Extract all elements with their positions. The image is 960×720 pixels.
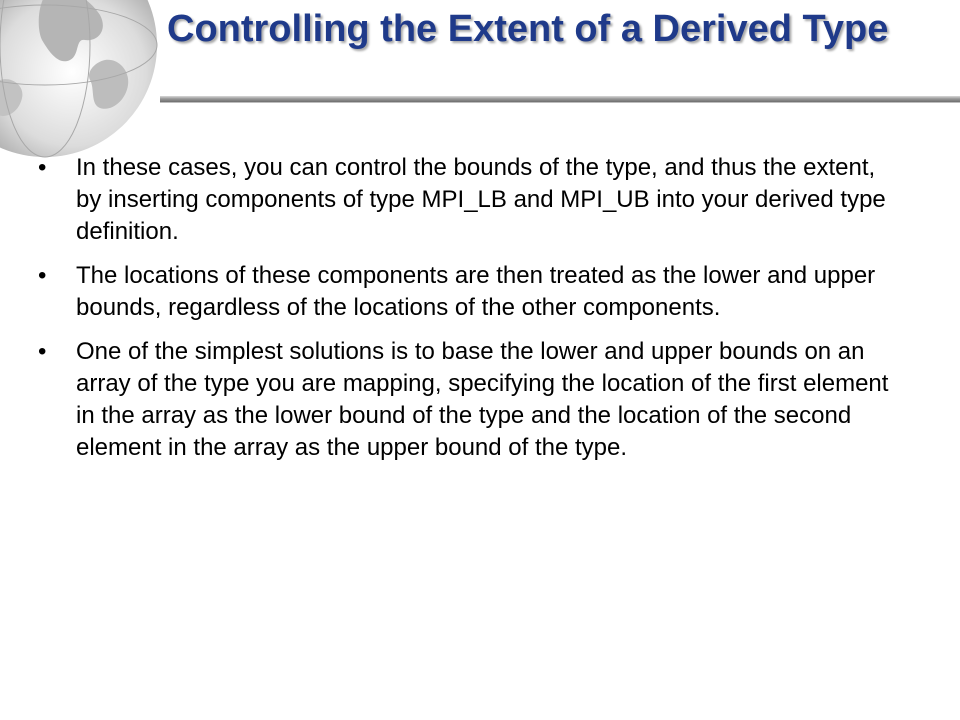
bullet-item	[32, 336, 902, 464]
bullet-icon: •	[38, 262, 47, 289]
bullet-list	[32, 152, 902, 476]
slide-title: Controlling the Extent of a Derived Type	[167, 8, 889, 50]
bullet-icon: •	[38, 338, 47, 365]
bullet-item	[32, 152, 902, 248]
bullet-text: In these cases, you can control the bounds of the type, and thus the extent, by inserting components of type MPI_LB and MPI_UB into your derived type definition.	[76, 154, 886, 245]
title-divider	[160, 96, 960, 103]
bullet-text: The locations of these components are then treated as the lower and upper bounds, regardless of the locations of the other components.	[76, 262, 876, 321]
bullet-icon: •	[38, 154, 47, 181]
bullet-item	[32, 260, 902, 324]
globe-icon	[0, 0, 160, 160]
bullet-text: One of the simplest solutions is to base the lower and upper bounds on an array of the type you are mapping, specifying the location of the first element in the array as the lower bound of the type and the location of the second element in the array as the upper bound of the type.	[76, 338, 889, 461]
